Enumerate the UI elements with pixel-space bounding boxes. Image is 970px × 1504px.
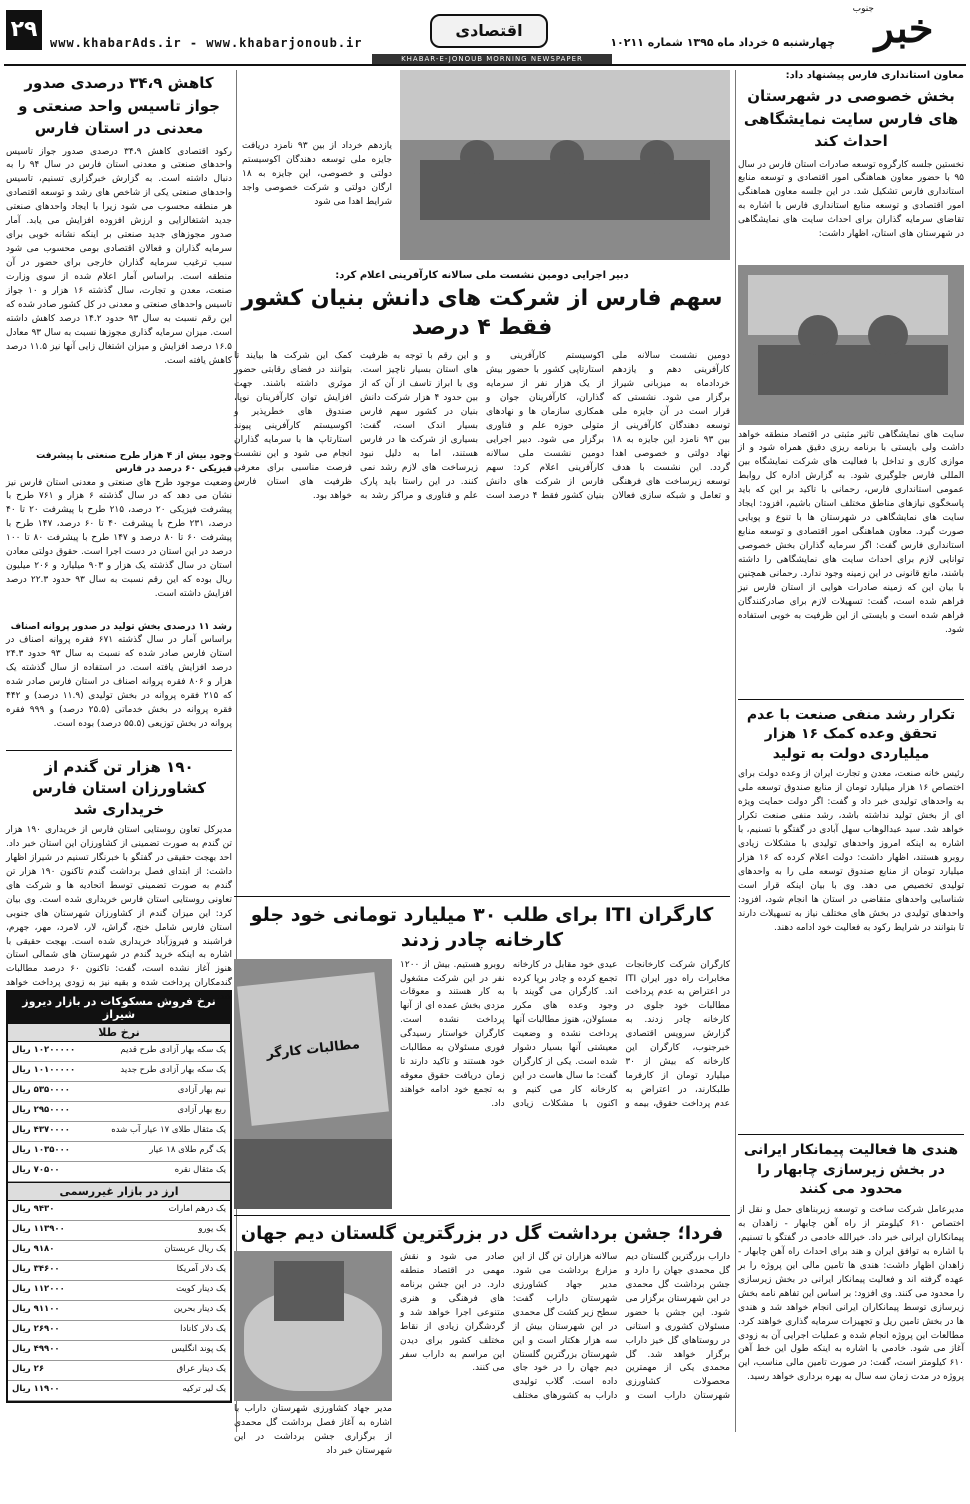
price-item-value: ۴۹۹۰۰ ریال: [12, 1344, 60, 1354]
header-rule: [4, 64, 966, 66]
price-item-name: یک مثقال نقره: [174, 1165, 226, 1175]
banner-text: مطالبات کارگر: [265, 1036, 361, 1061]
price-item-value: ۱۰۱۰۰۰۰۰ ریال: [12, 1065, 76, 1075]
middle-column: [234, 70, 730, 1456]
price-item-value: ۵۳۵۰۰۰۰ ریال: [12, 1085, 70, 1095]
article-separator: [234, 896, 730, 897]
left-column: [6, 70, 232, 1432]
article-title: ۱۹۰ هزار تن گندم از کشاورزان استان فارس خریداری شد: [32, 758, 206, 818]
price-item-value: ۳۴۶۰۰ ریال: [12, 1264, 60, 1274]
article-body: داراب بزرگترین گلستان دیم گل محمدی جهان را دارد و جشن برداشت گل محمدی در این شهرستان برگزار می شود. این جشن با حضور مسئولان کشوری و استانی در روستاهای گل خیز داراب برگزار خواهد شد. گل محمدی یکی از مهمترین محصولات کشاورزی شهرستان داراب است و سالانه هزاران تن گل از این مزارع برداشت می شود. مدیر جهاد کشاورزی شهرستان داراب گفت: سطح زیر کشت گل محمدی در این شهرستان بیش از سه هزار هکتار است و این شهرستان بزرگترین گلستان دیم جهان را در خود جای داده است. گلاب تولیدی داراب به کشورهای مختلف صادر می شود و نقش مهمی در اقتصاد منطقه دارد. در این جشن برنامه های فرهنگی و هنری متنوعی اجرا خواهد شد و گردشگران زیادی از نقاط مختلف کشور برای دیدن این مراسم به داراب سفر می کنند.: [400, 1251, 730, 1402]
conference-photo: [400, 70, 730, 260]
protest-photo: [234, 959, 392, 1209]
price-item-name: یک دینار کویت: [176, 1284, 226, 1294]
price-item-name: یک لیر ترکیه: [182, 1384, 226, 1394]
price-item-name: یک گرم طلای ۱۸ عیار: [149, 1145, 226, 1155]
article-separator: [234, 1215, 730, 1216]
article-title: کاهش ۳۴،۹ درصدی صدور جواز تاسیس واحد صنعتی و معدنی در استان فارس: [18, 74, 220, 137]
article-title: فردا؛ جشن برداشت گل در بزرگترین گلستان دیم جهان: [240, 1222, 724, 1244]
price-row: [8, 1221, 230, 1241]
meeting-photo: [738, 265, 964, 425]
price-row: [8, 1361, 230, 1381]
price-item-value: ۱۰۲۰۰۰۰۰ ریال: [12, 1045, 76, 1055]
price-item-name: یک سکه بهار آزادی طرح قدیم: [120, 1045, 226, 1055]
article-separator: [738, 699, 964, 700]
price-item-name: یک دینار عراق: [176, 1364, 226, 1374]
photo-caption: مدیر جهاد کشاورزی شهرستان داراب با اشاره به آغاز فصل برداشت گل محمدی از برگزاری جشن برداشت در این شهرستان خبر داد: [234, 1403, 392, 1456]
price-item-name: یک دینار بحرین: [173, 1304, 226, 1314]
right-column: [738, 70, 964, 1432]
price-item-value: ۲۹۵۰۰۰۰ ریال: [12, 1105, 70, 1115]
price-row: [8, 1201, 230, 1221]
price-row: [8, 1341, 230, 1361]
gold-header: نرخ طلا: [8, 1024, 230, 1042]
price-row: [8, 1301, 230, 1321]
fx-header: ارز در بازار غیررسمی: [8, 1182, 230, 1201]
price-row: [8, 1162, 230, 1182]
price-table-title: نرخ فروش مسکوکات در بازار دیروز شیراز: [8, 992, 230, 1024]
article-title: کارگران ITI برای طلب ۳۰ میلیارد تومانی خود جلو کارخانه چادر زدند: [250, 904, 714, 951]
price-item-name: یک ریال عربستان: [164, 1244, 226, 1254]
price-item-value: ۲۶ ریال: [12, 1364, 45, 1374]
article-body: مدیرکل تعاون روستایی استان فارس از خریداری ۱۹۰ هزار تن گندم به صورت تضمینی از کشاورزان این استان خبر داد. احد بهجت حقیقی در گفتگو با خبرنگار تسنیم در شیراز اظهار داشت: از ابتدای فصل برداشت گندم تاکنون ۱۹۰ هزار تن گندم به صورت تضمینی توسط اتحادیه ها و شرکت های تعاونی روستایی استان فارس خریداری شده است. وی بیان کرد: این میزان گندم از کشاورزان شهرستان های جنوبی استان فارس شامل خنج، گراش، لار، لامرد، مهر، جهرم، فراشبند و فیروزآباد خریداری شده است. بهجت حقیقی با اشاره به اینکه خرید گندم در شهرستان های شمالی استان هنوز آغاز نشده است، گفت: تاکنون ۶۰ درصد مطالبات گندمکاران پرداخت شده و بقیه نیز به زودی پرداخت خواهد شد.: [6, 825, 232, 1003]
price-item-value: ۷۰۵۰۰ ریال: [12, 1165, 60, 1175]
price-row: [8, 1102, 230, 1122]
price-item-value: ۱۰۳۵۰۰۰ ریال: [12, 1145, 70, 1155]
article-body: رکود اقتصادی کاهش ۳۴،۹ درصدی صدور جواز تاسیس واحدهای صنعتی و معدنی استان فارس در سال ۹۴ را به دنبال داشته است. به گزارش خبرگزاری تسنیم، تاسیس واحدهای صنعتی یکی از شاخص های رشد و توسعه اقتصادی هر منطقه محسوب می شود زیرا با ایجاد واحدهای صنعتی جدید اشتغالزایی و ارزش افزوده افزایش می یابد. آمار صدور مجوزهای جدید صنعتی بر اینکه نشانه خوبی برای سرمایه گذاران و فعالان اقتصادی بومی محسوب می شود سبب ترغیب سرمایه گذاران خارجی برای حضور در آن منطقه است. براساس آمار اعلام شده از سوی وزارت صنعت، معدن و تجارت، سال گذشته ۱۶ هزار و ۱۰ جواز تاسیس واحدهای صنعتی و معدنی در کل کشور صادر شده که این رقم نسبت به سال ۹۳ حدود ۱۴.۲ درصد کاهش داشته است. میزان سرمایه گذاری مجوزها نسبت به سال ۹۳ معادل ۱۶.۵ درصد افزایش و میزان اشتغال زایی آنها نیز ۱۱.۵ درصد کاهش یافته است.: [5, 146, 233, 366]
article-separator: [738, 1134, 964, 1135]
article-title: هندی ها فعالیت پیمانکار ایرانی در بخش زیرسازی چابهار را محدود می کنند: [743, 1142, 959, 1198]
article-body: براساس آمار در سال گذشته ۶۷۱ فقره پروانه اصناف در استان فارس صادر شده که نسبت به سال ۹۳ حدود ۲۴.۳ درصد افزایش یافته است. در استفاده از سال گذشته یک هزار و ۸۰۶ فقره پروانه اصناف در استان فارس صادر شده که ۲۱۵ فقره پروانه در بخش تولیدی (۱۱.۹ درصد) و ۴۴۲ فقره پروانه در بخش خدماتی (۲۵.۵ درصد) و ۹۹۹ فقره پروانه در بخش توزیعی (۵۵.۵ درصد) بوده است.: [6, 635, 232, 729]
price-row: [8, 1122, 230, 1142]
price-item-name: نیم بهار آزادی: [177, 1085, 226, 1095]
page-number: ۲۹: [6, 10, 42, 50]
article-title: تکرار رشد منفی صنعت با عدم تحقق وعده کمک ۱۶ هزار میلیاردی دولت به تولید: [746, 706, 956, 762]
article-title: بخش خصوصی در شهرستان های فارس سایت نمایشگاهی احداث کند: [743, 87, 959, 150]
price-item-name: یک درهم امارات: [168, 1204, 226, 1214]
price-item-value: ۱۱۹۰۰ ریال: [12, 1384, 60, 1394]
photo-caption: یازدهم خرداد از بین ۹۳ نامزد دریافت جایزه ملی توسعه دهندگان اکوسیستم دولتی و خصوصی، این جایزه به ۱۸ ارگان دولتی و شرکت خصوصی واجد شرایط اهدا می شود: [242, 141, 392, 207]
price-row: [8, 1042, 230, 1062]
price-row: [8, 1281, 230, 1301]
price-item-name: یک مثقال طلای ۱۷ عیار آب شده: [111, 1125, 226, 1135]
price-item-name: ربع بهار آزادی: [177, 1105, 226, 1115]
price-row: [8, 1381, 230, 1401]
article-body: کارگران شرکت کارخانجات مخابرات راه دور ایران ITI در اعتراض به عدم پرداخت مطالبات خود جلوی در کارخانه چادر زدند. به گزارش سرویس اقتصادی خبرجنوب، کارگران این کارخانه که بیش از ۳۰ میلیارد تومان از کارفرما طلبکارند، در اعتراض به عدم پرداخت حقوق، بیمه و عیدی خود مقابل در کارخانه تجمع کرده و چادر برپا کرده اند. کارگران می گویند با وجود وعده های مکرر مسئولان، هنوز مطالبات آنها پرداخت نشده و وضعیت معیشتی آنها بسیار دشوار شده است. یکی از کارگران گفت: ما سال هاست در این کارخانه کار می کنیم و اکنون با مشکلات زیادی روبرو هستیم. بیش از ۱۲۰۰ نفر در این شرکت مشغول به کار هستند و معوقات مزدی بخش عمده ای از آنها پرداخت نشده است. کارگران خواستار رسیدگی فوری مسئولان به مطالبات خود هستند و تاکید دارند تا زمان دریافت حقوق معوقه به تجمع خود ادامه خواهند داد.: [400, 959, 730, 1109]
site-urls[interactable]: www.khabarAds.ir - www.khabarjonoub.ir: [50, 36, 363, 50]
price-row: [8, 1261, 230, 1281]
price-item-value: ۹۱۸۰ ریال: [12, 1244, 55, 1254]
price-row: [8, 1082, 230, 1102]
price-row: [8, 1321, 230, 1341]
price-row: [8, 1241, 230, 1261]
article-body: وضعیت موجود طرح های صنعتی و معدنی استان فارس نیز نشان می دهد که در سال گذشته ۶ هزار و ۷۶۱ طرح با پیشرفت فیزیکی ۲۰ درصد، ۲۱۵ طرح با پیشرفت ۲۰ تا ۴۰ درصد، ۲۳۱ طرح با پیشرفت ۴۰ تا ۶۰ درصد، ۱۴۷ طرح با پیشرفت ۶۰ تا ۸۰ درصد و ۱۴۷ طرح با پیشرفت ۸۰ تا ۱۰۰ درصد در این استان در دست اجرا است. حقوق دولتی معادن استان در سال گذشته یک هزار و ۹۰۳ میلیارد و ۲۰۶ میلیون ریال بوده که این رقم نسبت به سال ۹۳ حدود ۲۲.۳ درصد افزایش داشته است.: [6, 477, 233, 599]
price-item-value: ۱۱۳۹۰۰ ریال: [12, 1224, 65, 1234]
issue-line: چهارشنبه ۵ خرداد ماه ۱۳۹۵ شماره ۱۰۲۱۱: [610, 36, 835, 49]
price-item-name: یک دلار آمریکا: [176, 1264, 226, 1274]
price-row: [8, 1142, 230, 1162]
section-tab: اقتصادی: [430, 14, 548, 48]
newspaper-logo-sub: جنوب: [852, 4, 874, 14]
article-kicker: دبیر اجرایی دومین نشست ملی سالانه کارآفرینی اعلام کرد:: [335, 270, 629, 281]
price-item-value: ۱۱۲۰۰۰ ریال: [12, 1284, 65, 1294]
article-body: نخستین جلسه کارگروه توسعه صادرات استان فارس در سال ۹۵ با حضور معاون هماهنگی امور اقتصادی و توسعه منابع استانداری فارس تشکیل شد. در این جلسه معاون هماهنگی امور اقتصادی و توسعه منابع استانداری فارس با اشاره به تقاضای سرمایه گذاران برای احداث سایت های نمایشگاهی در شهرستان های استان، اظهار داشت:: [738, 159, 964, 240]
article-body: دومین نشست سالانه ملی کارآفرینی دهم و یازدهم خردادماه به میزبانی شیراز برگزار می شود. نشستی که قرار است در آن جایزه ملی توسعه دهندگان کارآفرینی از بین ۹۳ نامزد این جایزه به ۱۸ نهاد دولتی و خصوصی اهدا گردد. این نشست با هدف توسعه زیرساخت های فرهنگی و تعامل و شبکه سازی فعالان اکوسیستم کارآفرینی و استارتاپی کشور با حضور بیش از یک هزار نفر از سرمایه گذاران، کارآفرینان جوان و همکاری سازمان ها و نهادهای متولی حوزه علم و فناوری برگزار می شود. دبیر اجرایی دومین نشست ملی سالانه کارآفرینی اعلام کرد: سهم فارس از شرکت های دانش بنیان کشور فقط ۴ درصد است و این رقم با توجه به ظرفیت های استان بسیار ناچیز است. وی با ابراز تاسف از آن که از بین حدود ۴ هزار شرکت دانش بنیان در کشور سهم فارس بسیار اندک است، گفت: بسیاری از شرکت ها در فارس هستند، اما به دلیل نبود زیرساخت های لازم رشد نمی کنند. در این راستا باید پارک علم و فناوری و مراکز رشد به کمک این شرکت ها بیایند تا بتوانند در فضای رقابتی حضور موثری داشته باشند. جهت افزایش توان کارآفرینان نوپا، صندوق های خطرپذیر و اکوسیستم کارآفرینی پیوند استارتاپ ها با سرمایه گذاران انجام می شود و این نشست فرصت مناسبی برای معرفی ظرفیت های استان فارس خواهد بود.: [234, 351, 730, 501]
article-kicker: معاون استانداری فارس پیشنهاد داد:: [785, 70, 964, 81]
masthead-strip: KHABAR-E-JONOUB MORNING NEWSPAPER: [372, 54, 612, 64]
price-item-name: یک دلار کانادا: [180, 1324, 226, 1334]
price-item-name: یک یورو: [198, 1224, 226, 1234]
price-table: [6, 990, 232, 1403]
price-item-value: ۲۶۹۰۰ ریال: [12, 1324, 60, 1334]
page-header: [0, 0, 970, 62]
price-row: [8, 1062, 230, 1082]
article-subheading: رشد ۱۱ درصدی بخش تولید در صدور پروانه اصناف: [10, 621, 232, 632]
price-item-name: یک سکه بهار آزادی طرح جدید: [120, 1065, 226, 1075]
article-body: رئیس خانه صنعت، معدن و تجارت ایران از وعده دولت برای اختصاص ۱۶ هزار میلیارد تومان از منابع صندوق توسعه ملی به واحدهای تولیدی خبر داد و گفت: اگر دولت حمایت ویژه ای از بخش تولید نداشته باشد، رشد منفی صنعت تکرار خواهد شد. سید عبدالوهاب سهل آبادی در گفتگو با تسنیم، با اشاره به اینکه امروز واحدهای تولیدی با مشکلات زیادی روبرو هستند، اظهار داشت: دولت اعلام کرده که ۱۶ هزار میلیارد تومان از منابع صندوق توسعه ملی را به واحدهای تولیدی تخصیص می دهد. وی با بیان اینکه قرار است شناسایی واحدهای متقاضی در استان ها انجام شود، افزود: واحدهای تولیدی در بخش های مختلف نیاز به تسهیلات دارند تا بتوانند در شرایط رکود به فعالیت خود ادامه دهند.: [738, 769, 964, 933]
column-divider: [735, 70, 736, 1432]
article-body: مدیرعامل شرکت ساخت و توسعه زیربناهای حمل و نقل از اختصاص ۶۱۰ کیلومتر از راه آهن چابهار - زاهدان به پیمانکاران ایرانی خبر داد. خیرالله خادمی در گفتگو با تسنیم، با اشاره به توافق ایران و هند برای احداث راه آهن چابهار - زاهدان اظهار داشت: هندی ها تامین مالی این پروژه را بر عهده گرفته اند و فعالیت پیمانکار ایرانی در بخش زیرسازی را محدود می کنند. وی افزود: بر اساس این تفاهم نامه بخش زیرسازی توسط پیمانکاران ایرانی انجام خواهد شد و هندی ها در بخش تامین ریل و تجهیزات سرمایه گذاری خواهند کرد. مطالعات این پروژه انجام شده و عملیات اجرایی آن به زودی آغاز می شود. خادمی با اشاره به اینکه طول این خط آهن ۶۱۰ کیلومتر است، گفت: در صورت تامین مالی مناسب، این پروژه در مدت زمان سه سال به بهره برداری خواهد رسید.: [738, 1205, 965, 1383]
flower-photo: [234, 1251, 392, 1401]
article-separator: [6, 750, 232, 751]
price-item-value: ۹۱۱۰۰ ریال: [12, 1304, 60, 1314]
newspaper-logo: خبر: [874, 5, 934, 52]
article-subheading: وجود بیش از ۴ هزار طرح صنعتی با پیشرفت فیزیکی ۶۰ درصد در فارس: [36, 450, 232, 474]
article-body: سایت های نمایشگاهی تاثیر مثبتی در اقتصاد منطقه خواهد داشت ولی بایستی با برنامه ریزی دقیق همراه شود و از موازی کاری و تداخل با فعالیت های شرکت نمایشگاه بین المللی فارس جلوگیری شود. به گزارش اداره کل روابط عمومی استانداری فارس، رحمانی با تاکید بر این که باید پاسخگوی نیازهای مناطق مختلف استان باشیم، افزود: ایجاد سایت های نمایشگاهی در شهرستان ها با تنوع و پویایی صورت گیرد. معاون هماهنگی امور اقتصادی و توسعه منابع استانداری فارس گفت: اگر سرمایه گذاران بخش خصوصی توانایی لازم برای احداث سایت های نمایشگاهی را داشته باشند، مانع قانونی در این زمینه وجود ندارد. رحمانی همچنین با بیان این که زمینه صادرات هوایی از استان فارس نیز فراهم شده است، گفت: تسهیلات لازم برای صادرکنندگان فراهم شده است و بایستی از این ظرفیت به خوبی استفاده شود.: [738, 429, 964, 635]
price-item-value: ۴۳۷۰۰۰۰ ریال: [12, 1125, 70, 1135]
price-item-value: ۹۴۳۰ ریال: [12, 1204, 55, 1214]
article-title: سهم فارس از شرکت های دانش بنیان کشور فقط ۴ درصد: [241, 286, 723, 340]
price-item-name: یک پوند انگلیس: [171, 1344, 226, 1354]
